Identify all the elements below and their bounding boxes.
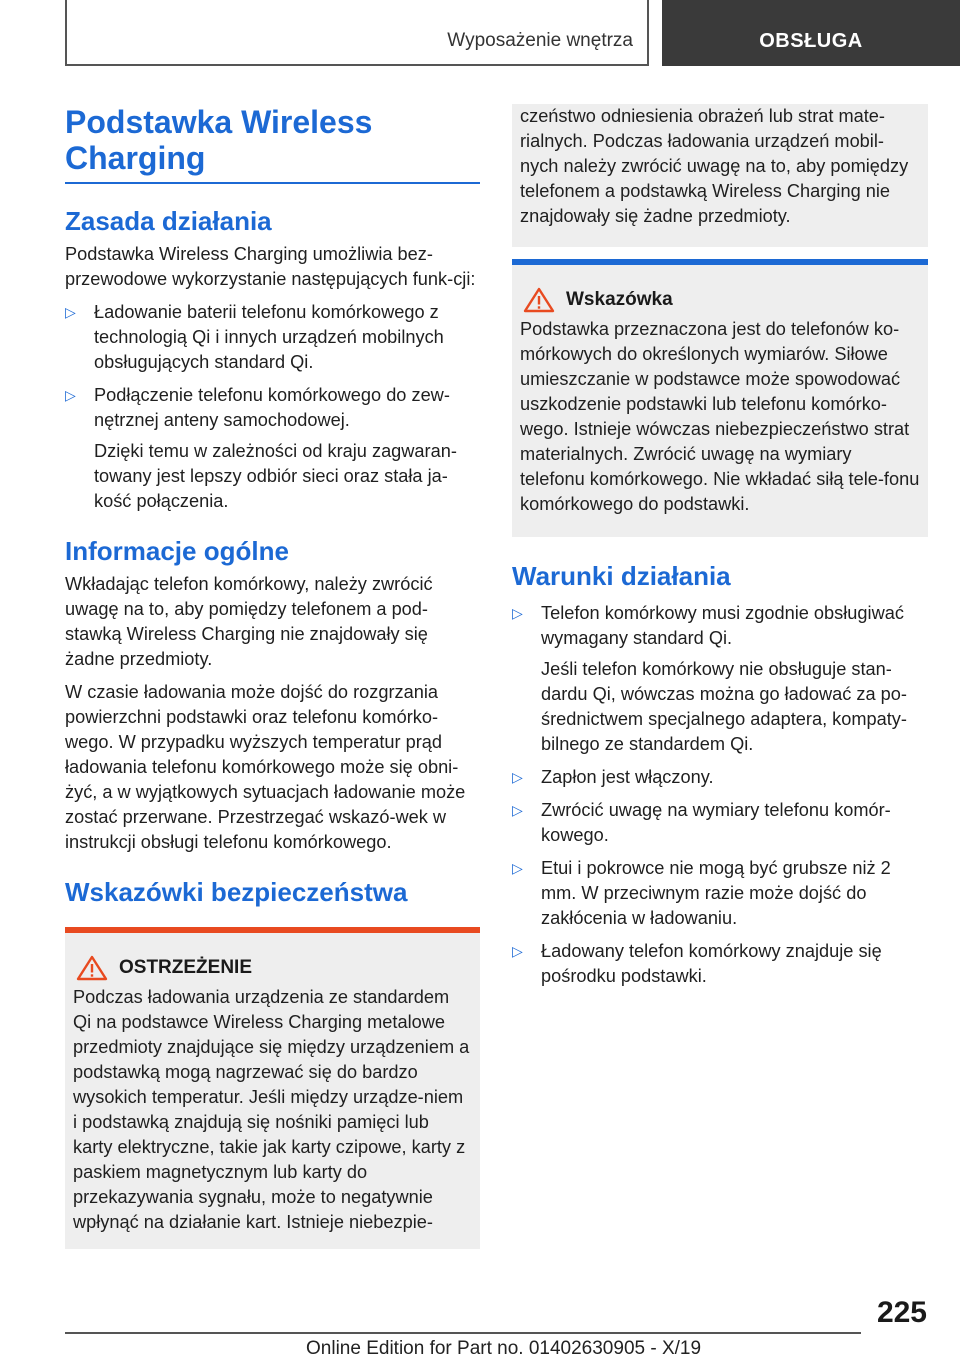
list-item [512,798,928,848]
footer-edition: Online Edition for Part no. 01402630905 - X/19 [306,1338,702,1359]
warning-triangle-icon [520,287,558,313]
list-item [65,383,480,514]
triangle-bullet-icon: ▷ [512,802,523,818]
warning-text: Podczas ładowania urządzenia ze standardem Qi na podstawce Wireless Charging metalowe przedmioty znajdujące się między urządzeniem a podstawką mogą nagrzewać się do bardzo wysokich temperatur. Jeśli między urządze-niem i podstawką znajdują się nośniki pamięci lub karty elektryczne, takie jak karty czipowe, karty z paskiem magnetycznym lub karty do przekazywania sygnału, może to negatywnie wpłynąć na działanie kart. Istnieje niebezpie- [73,987,470,1232]
heading-warunki: Warunki działania [512,561,731,591]
header-section-tab [65,0,649,66]
list-item-subtext: Dzięki temu w zależności od kraju zagwaran-towany jest lepszy odbiór sieci oraz stała ja-kość połączenia. [94,441,457,511]
heading-bezpieczenstwo: Wskazówki bezpieczeństwa [65,877,408,907]
notice-title [520,287,920,313]
list-item [512,765,928,790]
warning-text-continued: czeństwo odniesienia obrażeń lub strat mate-rialnych. Podczas ładowania urządzeń mobil-nych należy zwrócić uwagę na to, aby pomiędzy telefonem a podstawką Wireless Charging nie znajdowały się żadne przedmioty. [520,106,909,226]
page-title: Podstawka Wireless Charging [65,104,480,184]
warning-box [65,927,480,1249]
ogolne-paragraph: Wkładając telefon komórkowy, należy zwrócić uwagę na to, aby pomiędzy telefonem a pod-stawką Wireless Charging nie znajdowały się żadne przedmioty. [65,574,433,669]
ogolne-paragraph: W czasie ładowania może dojść do rozgrzania powierzchni podstawki oraz telefonu komórko-wego. W przypadku wyższych temperatur prąd ładowania telefonu komórkowego może się obni-żyć, a w wyjątkowych sytuacjach ładowanie może zostać przerwane. Przestrzegać wskazó-wek w instrukcji obsługi telefonu komórkowego. [65,682,466,852]
triangle-bullet-icon: ▷ [512,943,523,959]
heading-ogolne: Informacje ogólne [65,536,289,566]
list-item-text: Ładowanie baterii telefonu komórkowego z technologią Qi i innych urządzeń mobilnych obsługujących standard Qi. [94,302,444,372]
zasada-intro: Podstawka Wireless Charging umożliwia bez-przewodowe wykorzystanie następujących funk-cji: [65,244,476,289]
footer-divider [65,1332,861,1334]
warunki-list [512,601,928,989]
list-item-text: Zapłon jest włączony. [541,767,714,787]
zasada-list [65,300,480,514]
header-section-title: Wyposażenie wnętrza [447,30,633,51]
warning-triangle-icon [73,955,111,981]
list-item-text: Zwrócić uwagę na wymiary telefonu komór-kowego. [541,800,891,845]
list-item [512,601,928,757]
list-item-subtext: Jeśli telefon komórkowy nie obsługuje stan-dardu Qi, wówczas można go ładować za po-średnictwem specjalnego adaptera, kompaty-bilnego ze standardem Qi. [541,659,907,754]
triangle-bullet-icon: ▷ [512,605,523,621]
warning-title [73,955,472,981]
warning-label: OSTRZEŻENIE [119,957,253,978]
notice-box [512,259,928,537]
list-item [512,856,928,931]
right-column [512,104,928,997]
header-chapter-title: OBSŁUGA [759,30,863,52]
triangle-bullet-icon: ▷ [65,387,76,403]
notice-label: Wskazówka [566,289,673,310]
header-chapter-tab [662,0,960,66]
list-item [65,300,480,375]
page-number: 225 [876,1296,927,1329]
list-item-text: Telefon komórkowy musi zgodnie obsługiwać wymagany standard Qi. [541,603,904,648]
list-item [512,939,928,989]
triangle-bullet-icon: ▷ [512,860,523,876]
notice-bar [512,259,928,265]
notice-text: Podstawka przeznaczona jest do telefonów ko-mórkowych do określonych wymiarów. Siłowe umieszczanie w podstawce może spowodować uszkodzenie podstawki lub telefonu komórko-wego. Istnieje wówczas niebezpieczeństwo strat materialnych. Zwrócić uwagę na wymiary telefonu komórkowego. Nie wkładać siłą tele-fonu komórkowego do podstawki. [520,319,920,514]
list-item-text: Ładowany telefon komórkowy znajduje się pośrodku podstawki. [541,941,882,986]
list-item-text: Podłączenie telefonu komórkowego do zew-nętrznej anteny samochodowej. [94,385,450,430]
warning-box-continued [512,104,928,247]
triangle-bullet-icon: ▷ [65,304,76,320]
triangle-bullet-icon: ▷ [512,769,523,785]
left-column [65,104,480,1249]
list-item-text: Etui i pokrowce nie mogą być grubsze niż 2 mm. W przeciwnym razie może dojść do zakłócenia w ładowaniu. [541,858,891,928]
heading-zasada: Zasada działania [65,206,272,236]
warning-bar [65,927,480,933]
